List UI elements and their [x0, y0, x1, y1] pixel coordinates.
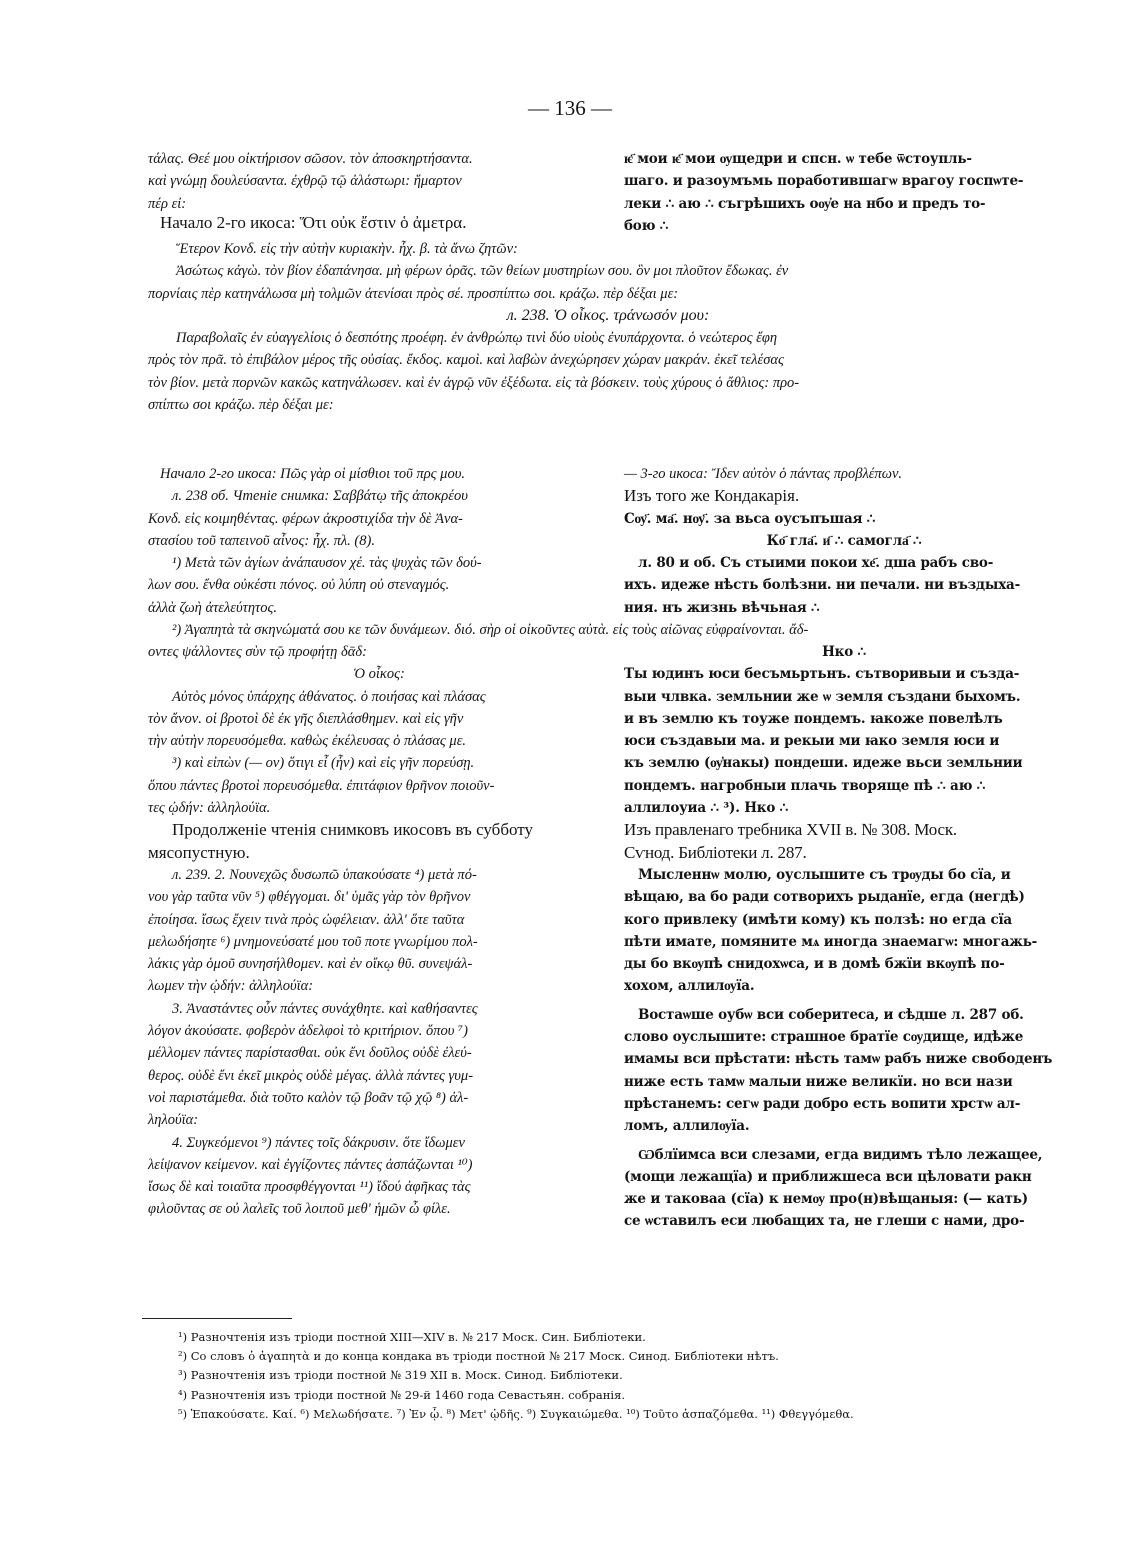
text-line: пондемъ. нагробныи плачь творяще пѣ ∴ аю ∴ [624, 777, 986, 794]
text-line: л. 238 об. Чтеніе снимка: Σαββάτῳ τῆς ἀποκρέου [172, 488, 468, 505]
text-line: Востаѡше оубѡ вси соберитеса, и сѣдше л. 287 об. [638, 1006, 1024, 1023]
text-line: τὸν ἄνον. οἱ βροτοὶ δὲ ἐκ γῆς διεπλάσθημεν. καὶ εἰς γῆν [148, 710, 464, 727]
text-line: Начало 2-го икоса: Πῶς γὰρ οἱ μίσθιοι τοῦ πρς μου. [160, 466, 465, 482]
text-line: л. 80 и об. Съ стыими покои хе҃. дша рабъ сво- [638, 555, 994, 572]
text-line: мясопустную. [148, 842, 250, 862]
text-line: Изъ того же Кондакарія. [624, 486, 800, 506]
text-line: имамы вси прѣстати: нѣсть тамѡ рабъ ниже свободенъ [624, 1051, 1053, 1068]
text-line: — 3-го икоса: Ἴδεν αὐτὸν ὁ πάντας προβλέπων. [624, 466, 903, 482]
text-line: Изъ правленаго требника XVII в. № 308. Моск. [624, 820, 957, 840]
footnote: ⁵) Ἐπακούσατε. Καί. ⁶) Μελωδήσατε. ⁷) Ἐν ᾧ. ⁸) Μετ' ᾠδῆς. ⁹) Συγκαιώμεθα. ¹⁰) Τοῦτο ἀσπαζόμεθα. ¹¹) Φθεγγόμεθα. [178, 1406, 854, 1421]
text-line: пѣти имате, помяните мѧ иногда знаемагѡ: многажь- [624, 933, 1038, 950]
text-line: Ἀσώτως κἀγὼ. τὸν βίον ἐδαπάνησα. μὴ φέρων ὁρᾶς. τῶν θείων μυστηρίων σου. ὃν μοι πλοῦτον ἔδωκας. ἐν [176, 263, 789, 280]
text-line: ниже есть тамѡ малыи ниже великїи. но вси нази [624, 1073, 1013, 1090]
text-line: (мощи лежащїа) и приближшеса вси цѣловати ракн [624, 1168, 1032, 1185]
text-line: ἴσως δὲ καὶ τοιαῦτα προσφθέγγονται ¹¹) ἴδού ἀφῆκας τὰς [148, 1179, 471, 1196]
text-line: къ землю (ѹ҆накы) пондеши. идеже вьси земльнии [624, 755, 1023, 772]
text-line: ихъ. идеже нѣсть болѣзни. ни печали. ни въздыха- [624, 577, 1020, 594]
text-line: ѥ҃ мои ѥ҃ мои ѹщедри и спсн. ѡ тебе ѿстоупль- [624, 151, 972, 167]
text-line: θερος. οὐδὲ ἔνι ἐκεῖ μικρὸς οὐδὲ μέγας. ἀλλὰ πάντες γυμ- [148, 1067, 474, 1084]
text-line: λων σου. ἔνθα οὐκέστι πόνος. οὐ λύπη οὐ στεναγμός. [148, 577, 450, 594]
text-line: νου γὰρ ταῦτα νῦν ⁵) φθέγγομαι. δι' ὑμᾶς γὰρ τὸν θρῆνον [148, 889, 471, 906]
full-width-greek [148, 238, 1068, 416]
text-line: Αὐτὸς μόνος ὑπάρχης ἀθάνατος. ὁ ποιήσας καὶ πλάσας [172, 688, 486, 705]
right-column-1 [624, 463, 1064, 619]
text-line: ния. нъ жизнь вѣчьная ∴ [624, 599, 820, 616]
text-line: πορνίαις πὲρ κατηνάλωσα μὴ τολμῶν ἀτενίσαι πρὸς σέ. προσπίπτω σοι. κράζω. πὲρ δέξαι με: [148, 285, 679, 302]
text-line: ды бо вкѹпѣ снидохѡса, и в домѣ бжїи вкѹпѣ по- [624, 956, 1005, 973]
text-line: аллилоуиа ∴ ³). Нко ∴ [624, 800, 789, 817]
text-line: λωμεν τὴν ᾠδήν: ἀλληλούϊα: [148, 978, 314, 995]
text-line: ἐποίησα. ἴσως ἔχειν τινὰ πρὸς ὠφέλειαν. ἀλλ' ὅτε ταῦτα [148, 911, 465, 928]
text-line: ³) καὶ εἰπὼν (— ον) ὅτιγι εἶ (ἦν) καὶ εἰς γῆν πορεύσῃ. [172, 755, 475, 772]
text-line: Ѡблїимса вси слезами, егда видимъ тѣло лежащее, [638, 1146, 1043, 1163]
text-line: леки ∴ аю ∴ съгрѣшихъ оѹ҆е на нбо и предъ то- [624, 195, 986, 212]
agapeta-line: ²) Ἀγαπητὰ τὰ σκηνώματά σου κε τῶν δυνάμεων. διό. σὴρ οἱ οἰκοῦντες αὐτὰ. εἰς τοὺς αἰῶνας εὐφραίνονται. ἄδ- [172, 622, 809, 638]
text-line: ἀλλὰ ζωὴ ἀτελεύτητος. [148, 599, 277, 616]
text-line: юси създавыи ма. и рекыи ми ꙗко земля юси и [624, 733, 1000, 750]
text-line: Ἕτερον Κονδ. εἰς τὴν αὐτὴν κυριακὴν. ἦχ. β. τὰ ἄνω ζητῶν: [176, 241, 518, 257]
text-line: вѣщаю, ва бо ради сотворихъ рыданїе, егда (негдѣ) [624, 889, 1025, 906]
text-line: ломъ, аллилѹїа. [624, 1118, 750, 1135]
text-line: Ко҃ гла҃. и҃ ∴ самогла҃ ∴ [766, 532, 922, 549]
footnotes [178, 1328, 958, 1424]
text-line: Сѵнод. Библіотеки л. 287. [624, 842, 807, 862]
text-line: Παραβολαῖς ἐν εὐαγγελίοις ὁ δεσπότης προέφη. ἐν ἀνθρώπῳ τινὶ δύο υἱοὺς ἐνυπάρχοντα. ὁ νεώτερος ἔφη [176, 330, 778, 347]
left-column-2 [148, 641, 610, 1221]
text-line: σπίπτω σοι κράζω. πὲρ δέξαι με: [148, 397, 334, 414]
text-line: στασίου τοῦ ταπεινοῦ αἶνος: ἦχ. πλ. (8). [148, 532, 375, 549]
right-top-slavonic [624, 148, 1064, 237]
text-line: τὸν βίον. μετὰ πορνῶν κακῶς κατηνάλωσεν. καὶ ἐν ἀγρῷ νῦν ἐξέδωτα. εἰς τὰ βόσκειν. τοὺς χύρους ὁ ἄθλιος: προ- [148, 374, 800, 391]
left-top-greek [148, 148, 608, 215]
text-line: хохом, аллилѹїа. [624, 978, 755, 995]
text-line: οντες ψάλλοντες σὺν τῷ προφήτῃ δᾱδ: [148, 644, 367, 660]
text-line: Сѹ҃. ма҃. нѹ҃. за вьса оусъпъшая ∴ [624, 510, 876, 527]
footnote: ¹) Разночтенія изъ тріоди постной XIII—XIV в. № 217 Моск. Син. Библіотеки. [178, 1330, 646, 1344]
text-line: μέλλομεν πάντες παρίστασθαι. οὐκ ἔνι δοῦλος οὐδὲ ἐλεύ- [148, 1045, 472, 1062]
nachalo-line: Начало 2-го икоса: Ὅτι οὐκ ἔστιν ὁ ἀμετρα. [160, 213, 467, 232]
footnote-divider [142, 1318, 292, 1319]
ikos-label: Нко ∴ [822, 644, 866, 660]
left-column-1 [148, 463, 610, 619]
text-line: 4. Συγκεόμενοι ⁹) πάντες τοῖς δάκρυσιν. ὅτε ἴδωμεν [172, 1134, 465, 1151]
text-line: πρὸς τὸν πρᾶ. τὸ ἐπιβάλον μέρος τῆς οὐσίας. ἔκδος. καμοὶ. καὶ λαβὼν ἀνεχώρησεν χώραν μακράν. ἐκεῖ τελέσας [148, 352, 784, 369]
text-line: ¹) Μετὰ τῶν ἁγίων ἀνάπαυσον χέ. τὰς ψυχὰς τῶν δού- [172, 555, 482, 572]
text-line: πέρ εἰ: [148, 195, 187, 212]
footnote: ⁴) Разночтенія изъ тріоди постной № 29-й 1460 года Севастьян. собранія. [178, 1387, 625, 1402]
text-line: μελωδήσητε ⁶) μνημονεύσατέ μου τοῦ ποτε γνωρίμου πολ- [148, 933, 478, 950]
text-line: Мысленнѡ молю, оуслышите съ трѹды бо сїа, и [638, 866, 1011, 883]
right-column-2 [624, 641, 1064, 1233]
text-line: φιλοῦντας σε οὐ λαλεῖς τοῦ λοιποῦ μεθ' ἡμῶν ὦ φίλε. [148, 1201, 451, 1218]
footnote: ²) Со словъ ὁ ἀγαπητὰ и до конца кондака въ тріоди постной № 217 Моск. Синод. Библіотеки нѣтъ. [178, 1349, 779, 1364]
text-line: се ѡставилъ еси любащих та, не глеши с нами, дро- [624, 1213, 1025, 1230]
text-line: Продолженіе чтенія снимковъ икосовъ въ субботу [172, 820, 533, 840]
text-line: л. 239. 2. Νουνεχῶς δυσωπῶ ὑπακούσατε ⁴) μετὰ πό- [172, 866, 477, 883]
text-line: шаго. и разоумъмь поработившагѡ врагоу госпѡте- [624, 173, 1024, 190]
text-line: бою ∴ [624, 217, 669, 234]
text-line: λάκις γὰρ ὁμοῦ συνησήλθομεν. καὶ ἐν οἴκῳ θῦ. συνεψάλ- [148, 956, 473, 973]
text-line: τάλας. Θεέ μου οἰκτήρισον σῶσον. τὸν ἀποσκηρτήσαντα. [148, 151, 473, 167]
text-line: же и таковаа (сїа) к немѹ про(н)вѣщаныя: (— кать) [624, 1191, 1028, 1208]
text-line: ληλούϊα: [148, 1112, 199, 1129]
text-line: Ты юдинъ юси бесъмьртьнъ. сътворивыи и създа- [624, 666, 1020, 683]
text-line: λείψανον κείμενον. καὶ ἐγγίζοντες πάντες ἀσπάζωνται ¹⁰) [148, 1156, 473, 1173]
text-line: слово оуслышите: страшное братїе сѹдище, идѣже [624, 1029, 1024, 1046]
text-line: кого привлеку (имѣти кому) къ ползѣ: но егда сїа [624, 911, 1012, 928]
text-line: 3. Ἀναστάντες οὖν πάντες συνάχθητε. καὶ καθήσαντες [172, 1000, 478, 1017]
text-line: νοὶ παριστάμεθα. διὰ τοῦτο καλὸν τῷ βοᾶν τῷ χῷ ⁸) ἀλ- [148, 1089, 469, 1106]
oikos-heading: л. 238. Ὁ οἶκος. τράνωσόν μου: [506, 306, 710, 324]
text-line: выи члвка. земльнии же ѡ земля създани быхомъ. [624, 688, 1021, 705]
text-line: καὶ γνώμῃ δουλεύσαντα. ἐχθρῷ τῷ ἀλάστωρι: ἥμαρτον [148, 173, 462, 190]
text-line: прѣстанемъ: сегѡ ради добро есть вопити хрстѡ ал- [624, 1095, 1021, 1112]
text-line: τες ᾠδήν: ἀλληλούϊα. [148, 800, 271, 817]
text-line: τὴν αὐτὴν πορευσόμεθα. καθὼς ἐκέλευσας ὁ πλάσας με. [148, 733, 467, 750]
text-line: Κονδ. εἰς κοιμηθέντας. φέρων ἀκροστιχίδα τὴν δὲ Ἀνα- [148, 510, 463, 527]
footnote: ³) Разночтенія изъ тріоди постной № 319 XII в. Моск. Синод. Библіотеки. [178, 1368, 623, 1383]
text-line: ὅπου πάντες βροτοὶ πορευσόμεθα. ἐπιτάφιον θρῆνον ποιοῦν- [148, 777, 495, 794]
text-line: λόγον ἀκούσατε. φοβερὸν ἀδελφοὶ τὸ κριτήριον. ὅπου ⁷) [148, 1023, 468, 1040]
oikos-label: Ὁ οἶκος: [353, 666, 405, 683]
page-number: — 136 — [528, 96, 612, 120]
text-line: и въ землю къ тоуже пондемъ. ꙗкоже повелѣлъ [624, 710, 1003, 727]
